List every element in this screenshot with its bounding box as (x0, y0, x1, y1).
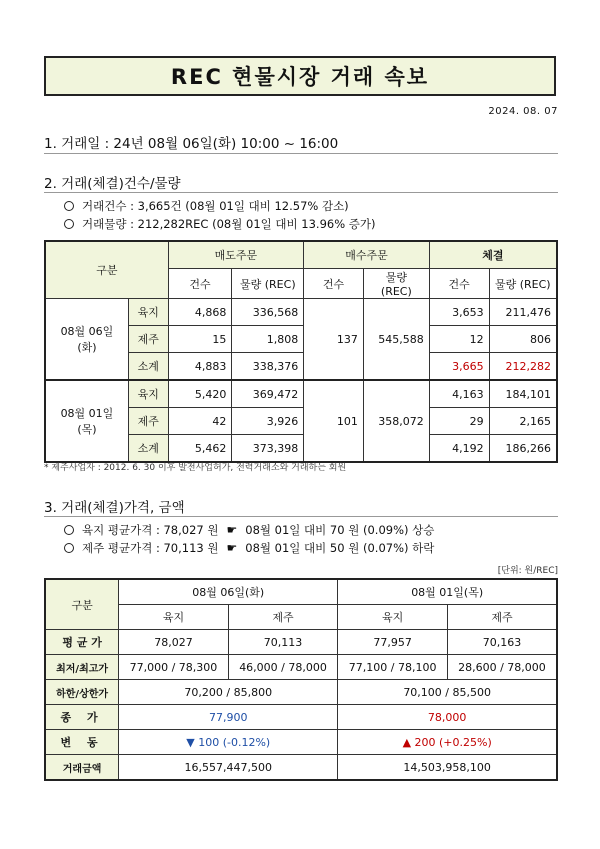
row-sub-label: 육지 (128, 299, 168, 326)
section1-text: 1. 거래일 : 24년 08월 06일(화) 10:00 ~ 16:00 (44, 136, 339, 152)
table2-land2-header: 육지 (338, 605, 448, 630)
close-cell: 77,900 (119, 705, 338, 730)
table-row (45, 705, 557, 730)
section1-rule (44, 153, 558, 154)
table1-buy-header: 매수주문 (304, 241, 430, 269)
amount-cell: 16,557,447,500 (119, 755, 338, 781)
price-table (44, 578, 558, 781)
table1-deal-volume-header: 물량 (REC) (489, 269, 557, 299)
pointing-hand-icon: ☛ (226, 541, 238, 555)
buy-count-cell: 137 (304, 299, 364, 381)
report-title (44, 56, 556, 96)
deal-count-cell: 29 (429, 408, 489, 435)
table2-jeju2-header: 제주 (447, 605, 557, 630)
deal-count-cell: 4,192 (429, 435, 489, 463)
report-date: 2024. 08. 07 (488, 106, 558, 117)
minmax-cell: 46,000 / 78,000 (228, 655, 338, 680)
bullet-deal-volume-text: 거래물량 : 212,282REC (08월 01일 대비 13.96% 증가) (82, 217, 376, 231)
sell-volume-cell: 373,398 (232, 435, 304, 463)
sell-count-cell: 4,868 (168, 299, 232, 326)
minmax-cell: 28,600 / 78,000 (447, 655, 557, 680)
row-label-close: 종 가 (45, 705, 119, 730)
sell-count-cell: 42 (168, 408, 232, 435)
avg-cell: 78,027 (119, 630, 229, 655)
section3-heading-text: 3. 거래(체결)가격, 금액 (44, 500, 185, 516)
change-up-cell: ▲ 200 (+0.25%) (338, 730, 557, 755)
deal-count-cell: 12 (429, 326, 489, 353)
section3-heading (44, 496, 185, 516)
table2-date1-header: 08월 06일(화) (119, 579, 338, 605)
sell-count-cell: 5,420 (168, 380, 232, 408)
table1-sell-count-header: 건수 (168, 269, 232, 299)
table-row (45, 630, 557, 655)
amount-cell: 14,503,958,100 (338, 755, 557, 781)
section2-heading-text: 2. 거래(체결)건수/물량 (44, 176, 181, 192)
bullet-deal-count-text: 거래건수 : 3,665건 (08월 01일 대비 12.57% 감소) (82, 199, 349, 213)
limit-cell: 70,200 / 85,800 (119, 680, 338, 705)
bullet-land-price (64, 522, 434, 538)
circle-bullet-icon (64, 525, 74, 535)
bullet-deal-count (64, 198, 349, 214)
avg-cell: 70,163 (447, 630, 557, 655)
limit-cell: 70,100 / 85,500 (338, 680, 557, 705)
deal-volume-cell: 184,101 (489, 380, 557, 408)
section1-heading (44, 132, 338, 152)
bullet-land-price-before: 육지 평균가격 : 78,027 원 (82, 523, 219, 537)
sell-count-cell: 4,883 (168, 353, 232, 381)
deal-count-cell: 4,163 (429, 380, 489, 408)
deal-volume-cell: 806 (489, 326, 557, 353)
sell-volume-cell: 369,472 (232, 380, 304, 408)
group-label: 08월 01일(목) (45, 380, 128, 462)
minmax-cell: 77,100 / 78,100 (338, 655, 448, 680)
table1-deal-header: 체결 (429, 241, 557, 269)
table-row (45, 680, 557, 705)
bullet-jeju-price (64, 540, 434, 556)
row-label-minmax: 최저/최고가 (45, 655, 119, 680)
sell-volume-cell: 3,926 (232, 408, 304, 435)
table1-buy-count-header: 건수 (304, 269, 364, 299)
jeju-footnote: * 제주사업자 : 2012. 6. 30 이후 발전사업허가, 전력거래소와 거래하는 회원 (44, 463, 347, 473)
avg-cell: 77,957 (338, 630, 448, 655)
circle-bullet-icon (64, 543, 74, 553)
table-row (45, 299, 557, 326)
table1-category-header: 구분 (45, 241, 168, 299)
change-down-cell: ▼ 100 (-0.12%) (119, 730, 338, 755)
circle-bullet-icon (64, 219, 74, 229)
table-row (45, 655, 557, 680)
buy-volume-cell: 358,072 (363, 380, 429, 462)
deal-count-cell: 3,653 (429, 299, 489, 326)
deal-volume-cell: 186,266 (489, 435, 557, 463)
bullet-land-price-after: 08월 01일 대비 70 원 (0.09%) 상승 (245, 523, 435, 537)
row-label-change: 변 동 (45, 730, 119, 755)
row-sub-label: 소계 (128, 353, 168, 381)
table1-deal-count-header: 건수 (429, 269, 489, 299)
buy-count-cell: 101 (304, 380, 364, 462)
table1-buy-volume-header: 물량 (REC) (363, 269, 429, 299)
deal-volume-cell: 211,476 (489, 299, 557, 326)
close-cell: 78,000 (338, 705, 557, 730)
table-row (45, 730, 557, 755)
row-sub-label: 제주 (128, 326, 168, 353)
section2-heading (44, 172, 181, 192)
section3-rule (44, 516, 558, 517)
sell-volume-cell: 338,376 (232, 353, 304, 381)
table-row (45, 755, 557, 781)
row-label-amount: 거래금액 (45, 755, 119, 781)
section2-rule (44, 192, 558, 193)
row-sub-label: 소계 (128, 435, 168, 463)
unit-label: [단위: 원/REC] (497, 566, 558, 576)
row-label-limit: 하한/상한가 (45, 680, 119, 705)
group-label: 08월 06일(화) (45, 299, 128, 381)
deal-count-total-cell: 3,665 (429, 353, 489, 381)
bullet-deal-volume (64, 216, 375, 232)
report-title-text: REC 현물시장 거래 속보 (170, 65, 430, 89)
deal-volume-total-cell: 212,282 (489, 353, 557, 381)
buy-volume-cell: 545,588 (363, 299, 429, 381)
table2-date2-header: 08월 01일(목) (338, 579, 557, 605)
table1-sell-volume-header: 물량 (REC) (232, 269, 304, 299)
sell-count-cell: 5,462 (168, 435, 232, 463)
bullet-jeju-price-after: 08월 01일 대비 50 원 (0.07%) 하락 (245, 541, 435, 555)
table-row (45, 380, 557, 408)
table2-category-header: 구분 (45, 579, 119, 630)
row-sub-label: 제주 (128, 408, 168, 435)
bullet-jeju-price-before: 제주 평균가격 : 70,113 원 (82, 541, 219, 555)
row-label-avg: 평 균 가 (45, 630, 119, 655)
minmax-cell: 77,000 / 78,300 (119, 655, 229, 680)
deal-volume-cell: 2,165 (489, 408, 557, 435)
row-sub-label: 육지 (128, 380, 168, 408)
pointing-hand-icon: ☛ (226, 523, 238, 537)
avg-cell: 70,113 (228, 630, 338, 655)
sell-volume-cell: 1,808 (232, 326, 304, 353)
sell-volume-cell: 336,568 (232, 299, 304, 326)
table2-land1-header: 육지 (119, 605, 229, 630)
table1-sell-header: 매도주문 (168, 241, 304, 269)
table2-jeju1-header: 제주 (228, 605, 338, 630)
circle-bullet-icon (64, 201, 74, 211)
sell-count-cell: 15 (168, 326, 232, 353)
deal-volume-table (44, 240, 558, 463)
